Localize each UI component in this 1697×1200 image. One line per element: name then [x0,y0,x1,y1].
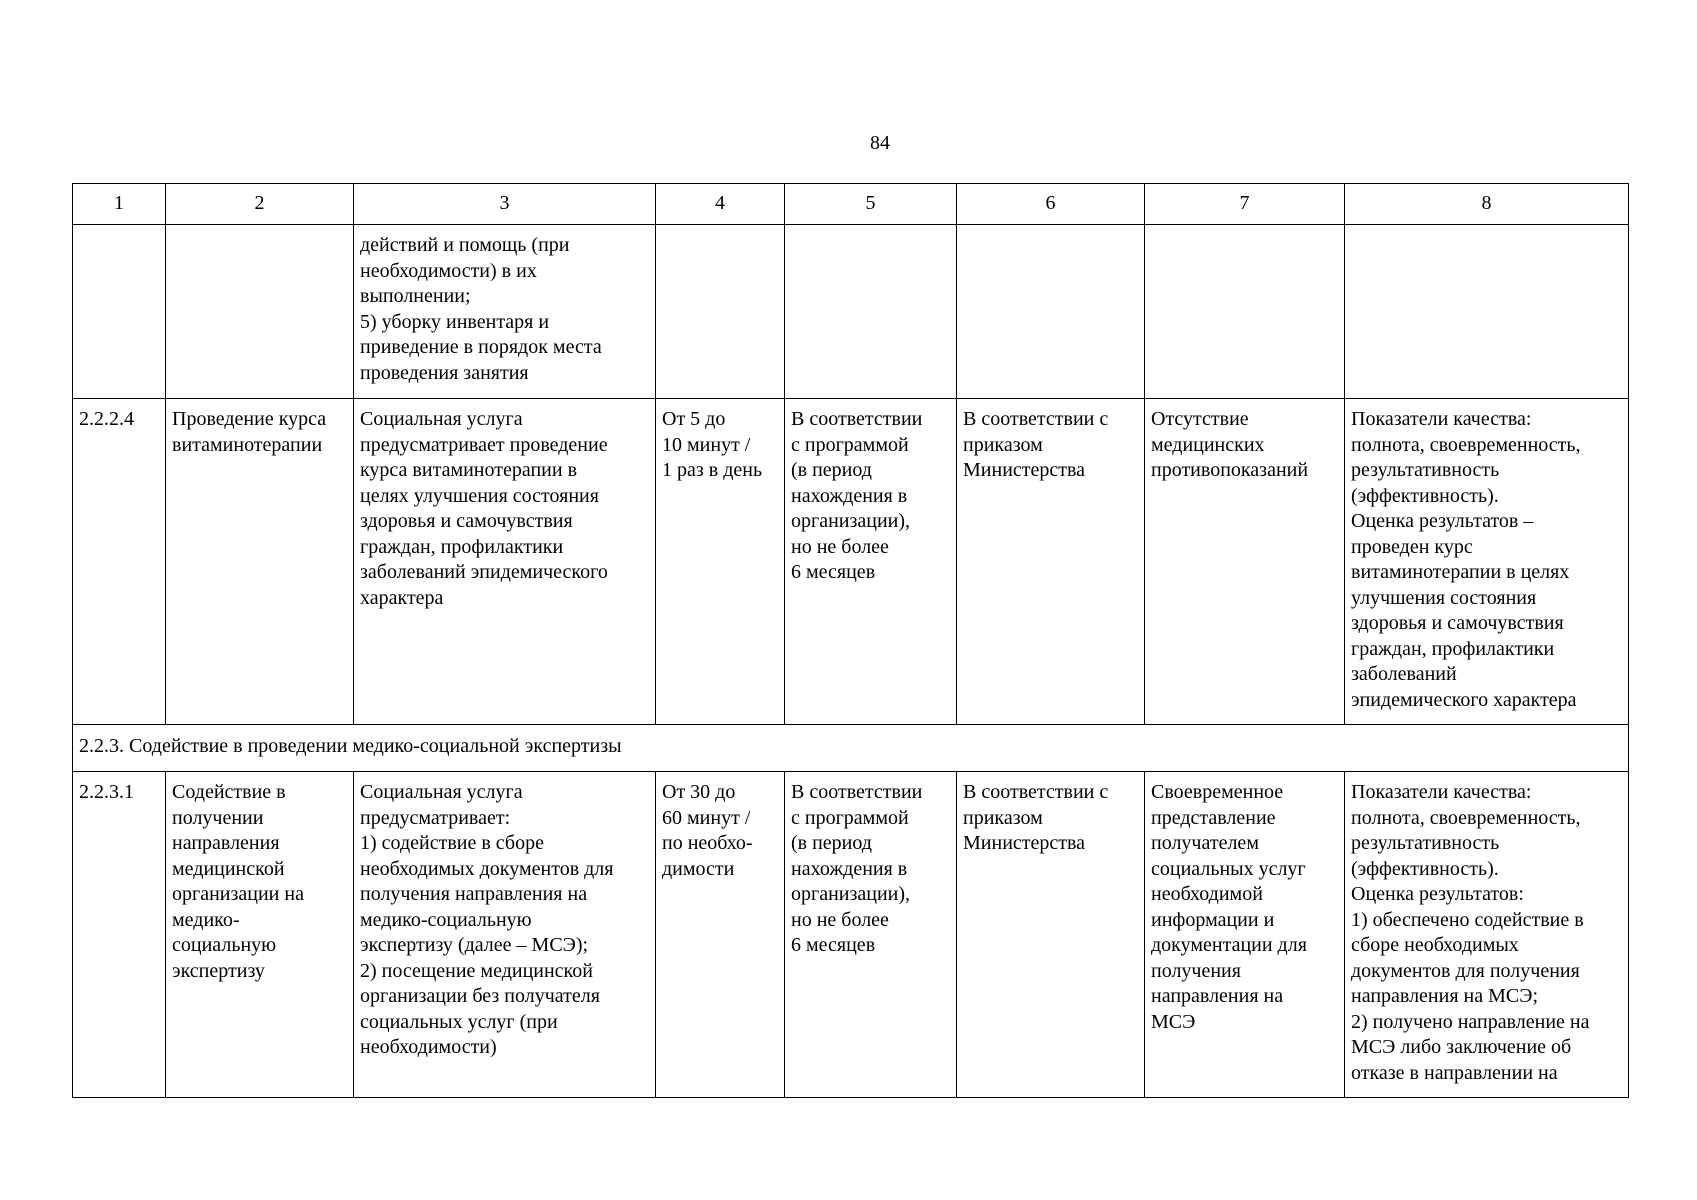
column-header: 2 [166,184,354,225]
services-table [72,183,1629,1098]
column-header: 1 [73,184,166,225]
cell-duration [656,225,785,399]
cell-conditions: Своевременное представление получателем социальных услуг необходимой информации и документации для получения направления на МСЭ [1145,772,1345,1098]
cell-conditions [1145,225,1345,399]
cell-duration: От 5 до 10 минут / 1 раз в день [656,399,785,725]
column-header: 3 [354,184,656,225]
table-row [73,225,1629,399]
page-number: 84 [870,132,890,154]
cell-quality: Показатели качества: полнота, своевременность, результативность (эффективность). Оценка результатов – проведен курс витаминотерапии в целях улучшения состояния здоровья и самочувствия граждан, профилактики заболеваний эпидемического характера [1345,399,1629,725]
cell-code: 2.2.3.1 [73,772,166,1098]
table-row [73,772,1629,1098]
cell-basis: В соответствии с приказом Министерства [957,399,1145,725]
cell-description: действий и помощь (при необходимости) в их выполнении; 5) уборку инвентаря и приведение в порядок места проведения занятия [354,225,656,399]
cell-quality [1345,225,1629,399]
cell-service-name: Проведение курса витаминотерапии [166,399,354,725]
table-header-row [73,184,1629,225]
cell-duration: От 30 до 60 минут / по необхо- димости [656,772,785,1098]
column-header: 5 [785,184,957,225]
section-heading: 2.2.3. Содействие в проведении медико-социальной экспертизы [73,725,1629,772]
column-header: 7 [1145,184,1345,225]
column-header: 4 [656,184,785,225]
cell-code: 2.2.2.4 [73,399,166,725]
table-row [73,399,1629,725]
cell-quality: Показатели качества: полнота, своевременность, результативность (эффективность). Оценка результатов: 1) обеспечено содействие в сборе необходимых документов для получения направления на МСЭ; 2) получено направление на МСЭ либо заключение об отказе в направлении на [1345,772,1629,1098]
cell-service-name: Содействие в получении направления медицинской организации на медико- социальную экспертизу [166,772,354,1098]
cell-basis: В соответствии с приказом Министерства [957,772,1145,1098]
cell-description: Социальная услуга предусматривает проведение курса витаминотерапии в целях улучшения состояния здоровья и самочувствия граждан, профилактики заболеваний эпидемического характера [354,399,656,725]
cell-term: В соответствии с программой (в период нахождения в организации), но не более 6 месяцев [785,772,957,1098]
cell-conditions: Отсутствие медицинских противопоказаний [1145,399,1345,725]
column-header: 6 [957,184,1145,225]
cell-code [73,225,166,399]
cell-description: Социальная услуга предусматривает: 1) содействие в сборе необходимых документов для получения направления на медико-социальную экспертизу (далее – МСЭ); 2) посещение медицинской организации без получателя социальных услуг (при необходимости) [354,772,656,1098]
cell-term [785,225,957,399]
cell-basis [957,225,1145,399]
section-row [73,725,1629,772]
column-header: 8 [1345,184,1629,225]
cell-term: В соответствии с программой (в период нахождения в организации), но не более 6 месяцев [785,399,957,725]
cell-service-name [166,225,354,399]
